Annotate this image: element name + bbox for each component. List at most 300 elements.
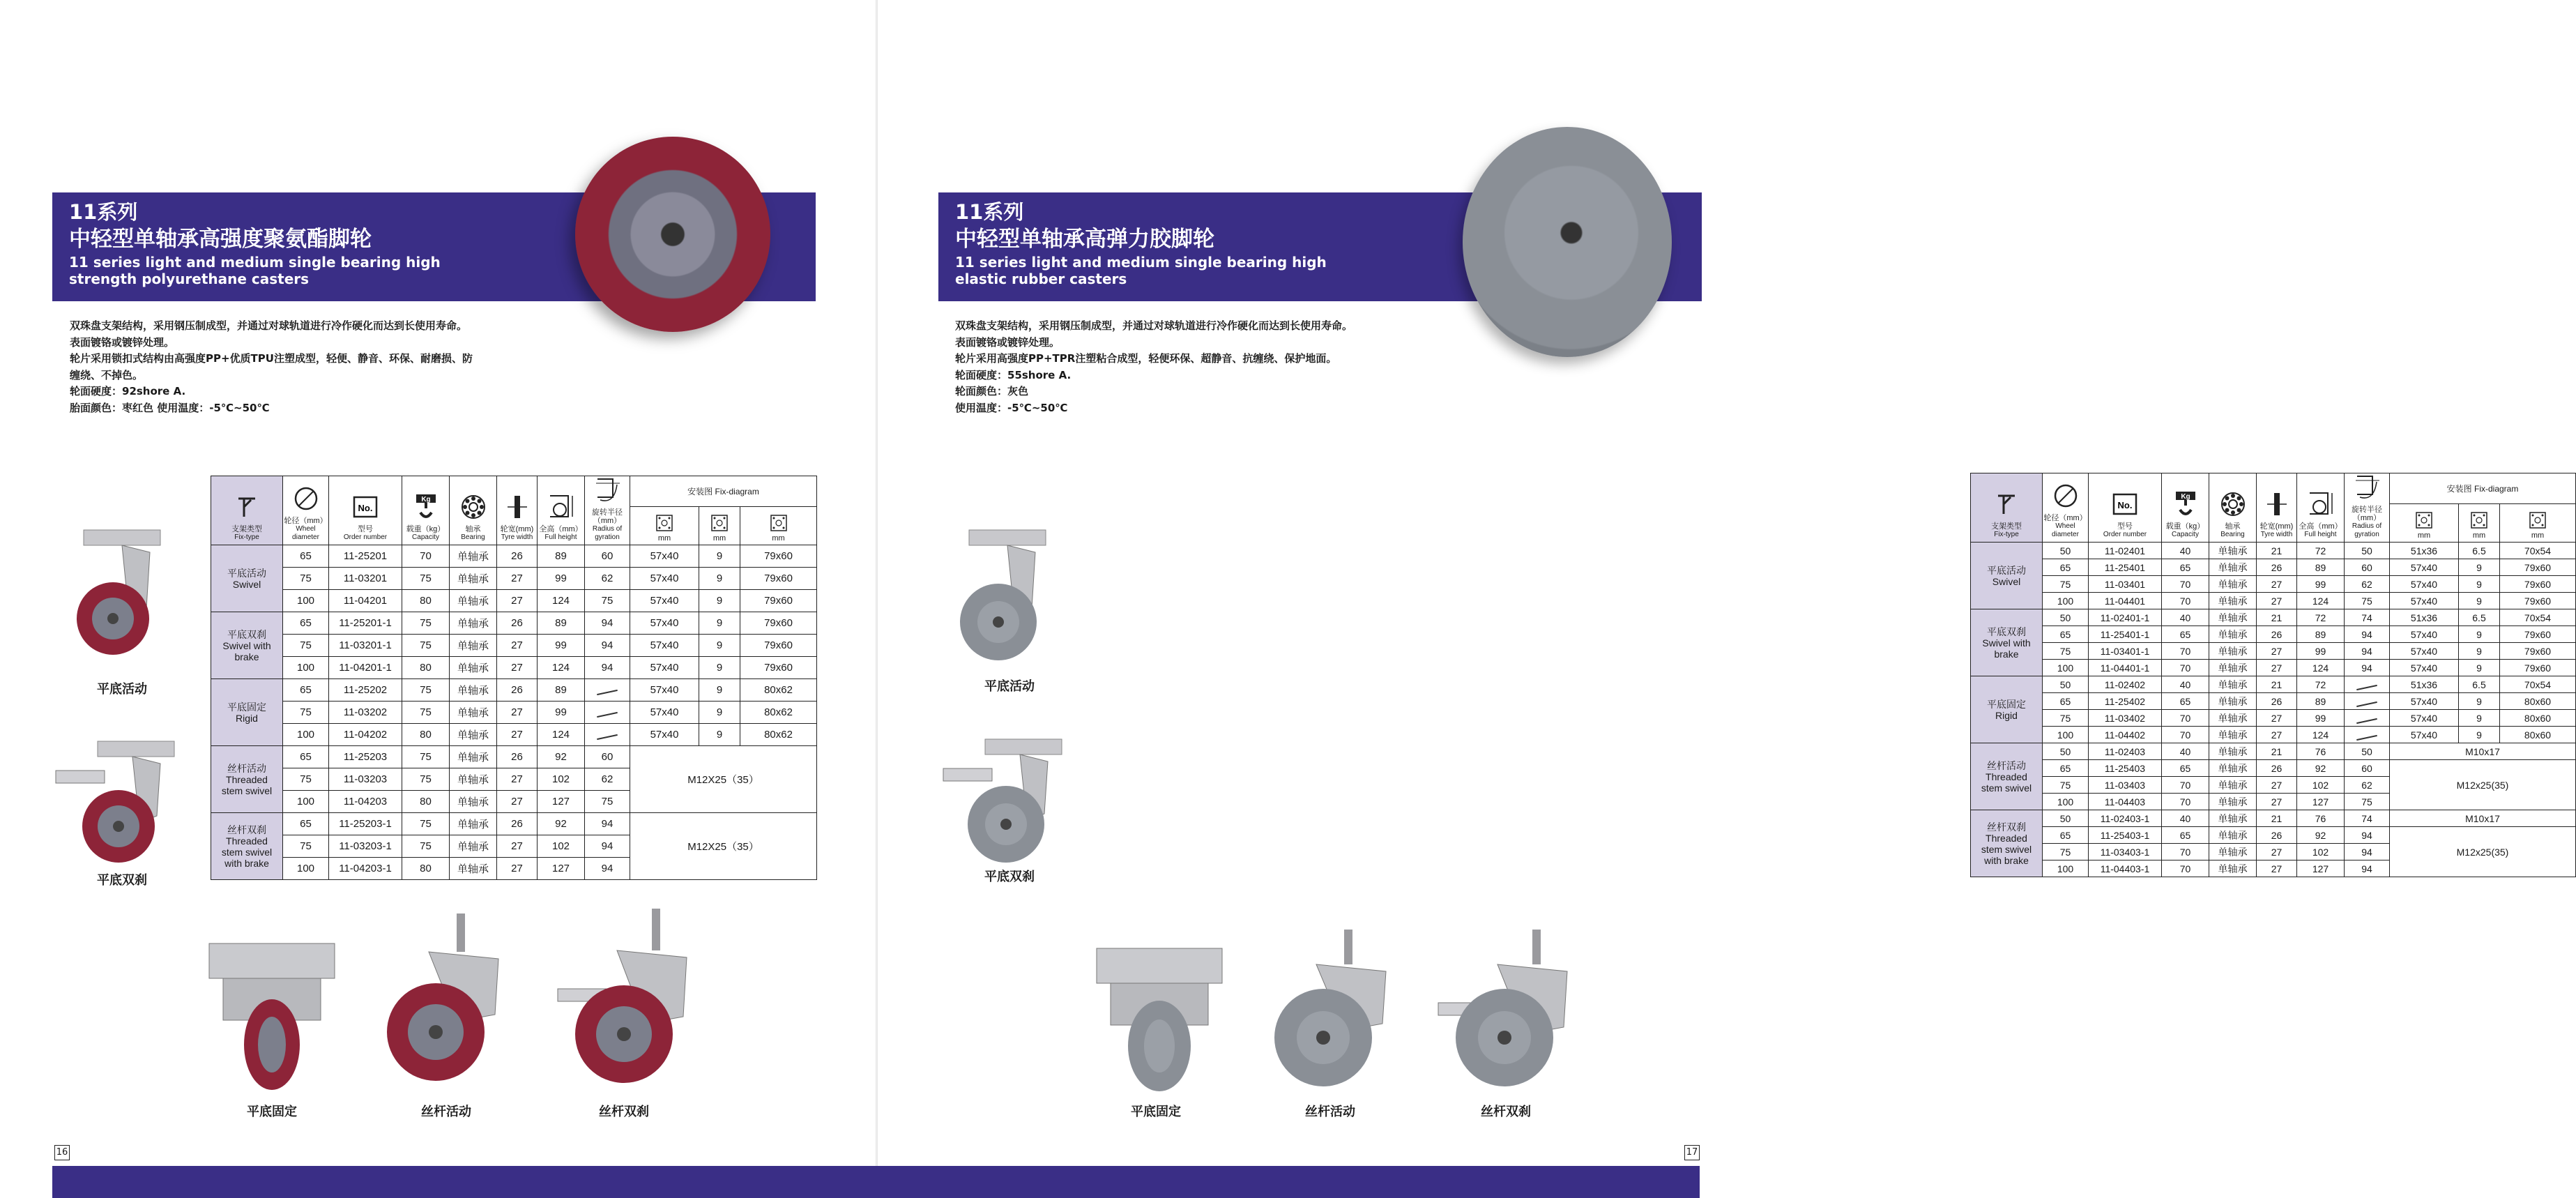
cell-c0: 100 bbox=[283, 590, 329, 612]
title-chinese: 中轻型单轴承高弹力胶脚轮 bbox=[955, 227, 1214, 252]
cell-c4: 26 bbox=[497, 813, 538, 835]
threaded-brake-caster-photo bbox=[1435, 926, 1574, 1093]
cell-c6: 94 bbox=[585, 612, 630, 635]
cell-c1: 11-04202 bbox=[329, 724, 402, 746]
header-label-en: Bearing bbox=[461, 533, 485, 541]
cell-c2: 75 bbox=[402, 813, 450, 835]
cell-c6 bbox=[585, 724, 630, 746]
cell-c7: 57x40 bbox=[2390, 559, 2459, 576]
table-row bbox=[211, 813, 817, 835]
rigid-caster-photo bbox=[1093, 945, 1226, 1095]
title-english-line2: strength polyurethane casters bbox=[69, 271, 310, 287]
group-label-swivel_brake: 平底双刹 Swivel with brake bbox=[211, 612, 283, 679]
caption-threaded: 丝杆活动 bbox=[421, 1105, 471, 1119]
cell-c4: 26 bbox=[2257, 626, 2297, 643]
cell-c4: 21 bbox=[2257, 543, 2297, 559]
cell-c1: 11-02402 bbox=[2089, 676, 2162, 693]
cell-c9: 80x62 bbox=[740, 702, 817, 724]
mounting-spec: M12X25（35） bbox=[630, 813, 817, 880]
cell-c1: 11-02401 bbox=[2089, 543, 2162, 559]
series-label: 11系列 bbox=[955, 200, 1024, 224]
cell-c8: 9 bbox=[699, 568, 740, 590]
cell-c0: 50 bbox=[2043, 810, 2089, 827]
cell-c1: 11-25403-1 bbox=[2089, 827, 2162, 844]
tyre-width-icon bbox=[497, 493, 537, 521]
header-label-cn: 轮宽(mm) bbox=[500, 525, 534, 533]
cell-c6: 60 bbox=[2345, 559, 2390, 576]
cell-c2: 70 bbox=[2162, 777, 2209, 794]
cell-c4: 27 bbox=[2257, 777, 2297, 794]
cell-c6: 60 bbox=[2345, 760, 2390, 777]
header-mm-label: mm bbox=[657, 534, 671, 543]
cell-c2: 75 bbox=[402, 768, 450, 791]
cell-c0: 100 bbox=[283, 657, 329, 679]
cell-c0: 100 bbox=[2043, 593, 2089, 609]
cell-c1: 11-25203-1 bbox=[329, 813, 402, 835]
cell-c8: 9 bbox=[2459, 593, 2500, 609]
cell-c0: 50 bbox=[2043, 543, 2089, 559]
group-label-threaded_brake: 丝杆双刹 Threaded stem swivel with brake bbox=[1971, 810, 2043, 877]
cell-c1: 11-25203 bbox=[329, 746, 402, 768]
cell-c3: 单轴承 bbox=[2209, 543, 2257, 559]
header-full-height bbox=[538, 476, 585, 545]
cell-c6: 50 bbox=[2345, 743, 2390, 760]
header-mm-label: mm bbox=[772, 534, 785, 543]
table-row bbox=[211, 679, 817, 702]
cell-c7: 57x40 bbox=[2390, 710, 2459, 727]
threaded-brake-caster-photo bbox=[554, 905, 694, 1093]
cell-c8: 9 bbox=[2459, 576, 2500, 593]
cell-c9: 70x54 bbox=[2500, 676, 2576, 693]
cell-c1: 11-03403-1 bbox=[2089, 844, 2162, 860]
cell-c5: 124 bbox=[538, 657, 585, 679]
cell-c7: 57x40 bbox=[2390, 727, 2459, 743]
header-label-cn: 全高（mm） bbox=[2299, 522, 2342, 531]
header-label-en: Wheel diameter bbox=[292, 525, 319, 541]
cell-c7: 57x40 bbox=[2390, 643, 2459, 660]
cell-c7: 57x40 bbox=[630, 679, 699, 702]
cell-c1: 11-04403 bbox=[2089, 794, 2162, 810]
cell-c3: 单轴承 bbox=[2209, 693, 2257, 710]
cell-c9: 80x62 bbox=[740, 724, 817, 746]
cell-c3: 单轴承 bbox=[450, 702, 497, 724]
cell-c3: 单轴承 bbox=[450, 835, 497, 858]
caption-rigid: 平底固定 bbox=[1131, 1105, 1181, 1119]
cell-c7: 57x40 bbox=[630, 568, 699, 590]
cell-c4: 27 bbox=[497, 568, 538, 590]
cell-c1: 11-03202 bbox=[329, 702, 402, 724]
cell-c5: 99 bbox=[2297, 643, 2345, 660]
cell-c6: 62 bbox=[585, 768, 630, 791]
header-label-cn: 旋转半径（mm） bbox=[2352, 506, 2382, 522]
table-row bbox=[1971, 727, 2576, 743]
cell-c4: 27 bbox=[497, 590, 538, 612]
group-label-swivel: 平底活动 Swivel bbox=[211, 545, 283, 612]
cell-c8: 9 bbox=[699, 679, 740, 702]
spec-table-left bbox=[211, 476, 817, 880]
cell-c4: 26 bbox=[2257, 827, 2297, 844]
table-row bbox=[211, 612, 817, 635]
cell-c5: 72 bbox=[2297, 609, 2345, 626]
header-label-en: Radius of gyration bbox=[592, 525, 623, 541]
cell-c0: 100 bbox=[283, 858, 329, 880]
cell-c2: 70 bbox=[2162, 844, 2209, 860]
cell-c8: 9 bbox=[699, 724, 740, 746]
cell-c2: 70 bbox=[2162, 860, 2209, 877]
mounting-plate-icon bbox=[740, 513, 816, 533]
full-height-icon bbox=[538, 493, 584, 521]
cell-c9: 79x60 bbox=[740, 612, 817, 635]
product-description: 双珠盘支架结构，采用钢压制成型，并通过对球轨道进行冷作硬化而达到长使用寿命。 表面镀铬或镀锌处理。 轮片采用高强度PP+TPR注塑粘合成型，轻便环保、超静音、抗缠绕、保护地面。 轮面硬度：55shore A. 轮面颜色：灰色 使用温度：-5℃~50℃ bbox=[955, 319, 1353, 414]
cell-c5: 89 bbox=[2297, 693, 2345, 710]
header-label-cn: 载重（kg） bbox=[406, 525, 445, 533]
cell-c5: 99 bbox=[538, 568, 585, 590]
cell-c6 bbox=[2345, 693, 2390, 710]
caption-threaded-brake: 丝杆双刹 bbox=[599, 1105, 649, 1119]
cell-c5: 76 bbox=[2297, 743, 2345, 760]
tyre-width-icon bbox=[2257, 490, 2296, 518]
gyration-radius-icon bbox=[2345, 473, 2389, 501]
full-height-icon bbox=[2297, 490, 2344, 518]
cell-c6: 50 bbox=[2345, 543, 2390, 559]
cell-c1: 11-03403 bbox=[2089, 777, 2162, 794]
cell-c8: 9 bbox=[699, 702, 740, 724]
cell-c0: 100 bbox=[2043, 860, 2089, 877]
cell-c6 bbox=[585, 679, 630, 702]
cell-c4: 21 bbox=[2257, 676, 2297, 693]
table-row bbox=[211, 746, 817, 768]
cell-c6: 94 bbox=[585, 813, 630, 835]
cell-c5: 124 bbox=[2297, 727, 2345, 743]
cell-c1: 11-25402 bbox=[2089, 693, 2162, 710]
cell-c7: 57x40 bbox=[2390, 693, 2459, 710]
cell-c1: 11-03402 bbox=[2089, 710, 2162, 727]
cell-c0: 65 bbox=[283, 813, 329, 835]
header-fix-mm bbox=[2459, 503, 2500, 542]
cell-c1: 11-02403-1 bbox=[2089, 810, 2162, 827]
cell-c2: 40 bbox=[2162, 810, 2209, 827]
cell-c1: 11-04201 bbox=[329, 590, 402, 612]
capacity-kg-icon bbox=[402, 493, 449, 521]
cell-c3: 单轴承 bbox=[450, 791, 497, 813]
cell-c1: 11-04403-1 bbox=[2089, 860, 2162, 877]
cell-c8: 9 bbox=[699, 545, 740, 568]
gyration-radius-icon bbox=[585, 476, 630, 504]
cell-c0: 75 bbox=[2043, 643, 2089, 660]
header-label-en: Wheel diameter bbox=[2052, 522, 2079, 538]
cell-c6: 94 bbox=[585, 635, 630, 657]
table-row bbox=[211, 568, 817, 590]
cell-c3: 单轴承 bbox=[2209, 827, 2257, 844]
cell-c5: 92 bbox=[2297, 827, 2345, 844]
cell-c0: 75 bbox=[283, 835, 329, 858]
series-label: 11系列 bbox=[69, 200, 138, 224]
cell-c4: 27 bbox=[497, 635, 538, 657]
cell-c6: 62 bbox=[2345, 777, 2390, 794]
cell-c9: 79x60 bbox=[740, 545, 817, 568]
mounting-spec-small: M10x17 bbox=[2390, 743, 2576, 760]
cell-c1: 11-03201-1 bbox=[329, 635, 402, 657]
wheel-diameter-icon bbox=[2043, 482, 2088, 510]
cell-c0: 75 bbox=[283, 635, 329, 657]
fix-type-icon bbox=[211, 493, 282, 521]
cell-c3: 单轴承 bbox=[2209, 576, 2257, 593]
caption-swivel: 平底活动 bbox=[984, 679, 1035, 694]
group-label-rigid: 平底固定 Rigid bbox=[211, 679, 283, 746]
group-label-rigid: 平底固定 Rigid bbox=[1971, 676, 2043, 743]
cell-c3: 单轴承 bbox=[2209, 559, 2257, 576]
header-capacity bbox=[2162, 473, 2209, 543]
header-label-cn: 轮径（mm） bbox=[284, 517, 328, 525]
cell-c3: 单轴承 bbox=[450, 545, 497, 568]
cell-c3: 单轴承 bbox=[2209, 643, 2257, 660]
header-label-cn: 型号 bbox=[2117, 522, 2133, 531]
cell-c4: 27 bbox=[2257, 710, 2297, 727]
cell-c5: 89 bbox=[2297, 559, 2345, 576]
cell-c6: 94 bbox=[585, 858, 630, 880]
svg-text:No.: No. bbox=[358, 503, 373, 513]
svg-text:Kg: Kg bbox=[420, 496, 431, 503]
cell-c2: 65 bbox=[2162, 693, 2209, 710]
cell-c1: 11-04203 bbox=[329, 791, 402, 813]
cell-c6: 60 bbox=[585, 746, 630, 768]
cell-c0: 75 bbox=[2043, 576, 2089, 593]
cell-c6 bbox=[2345, 710, 2390, 727]
cell-c2: 80 bbox=[402, 724, 450, 746]
header-tyre-width bbox=[2257, 473, 2297, 543]
cell-c4: 27 bbox=[497, 768, 538, 791]
cell-c6: 94 bbox=[585, 657, 630, 679]
cell-c5: 102 bbox=[538, 768, 585, 791]
diagonal-mark bbox=[597, 734, 618, 740]
header-label-en: Radius of gyration bbox=[2352, 522, 2382, 538]
header-fix-diagram: 安装图 Fix-diagram bbox=[2390, 473, 2576, 504]
cell-c4: 27 bbox=[2257, 576, 2297, 593]
cell-c5: 102 bbox=[2297, 844, 2345, 860]
diagonal-mark bbox=[2356, 718, 2377, 723]
cell-c2: 75 bbox=[402, 635, 450, 657]
caption-swivel: 平底活动 bbox=[97, 682, 147, 697]
cell-c6 bbox=[2345, 727, 2390, 743]
cell-c0: 65 bbox=[283, 679, 329, 702]
product-description: 双珠盘支架结构，采用钢压制成型，并通过对球轨道进行冷作硬化而达到长使用寿命。 表面镀铬或镀锌处理。 轮片采用锁扣式结构由高强度PP+优质TPU注塑成型，轻便、静音、环保、耐磨损、防 缠绕、不掉色。 轮面硬度：92shore A. 胎面颜色：枣红色 使用温度：-5℃~50℃ bbox=[70, 319, 473, 414]
cell-c2: 75 bbox=[402, 702, 450, 724]
header-label-cn: 载重（kg） bbox=[2165, 522, 2205, 531]
cell-c5: 72 bbox=[2297, 676, 2345, 693]
cell-c9: 80x60 bbox=[2500, 693, 2576, 710]
cell-c7: 57x40 bbox=[630, 612, 699, 635]
diagonal-mark bbox=[2356, 701, 2377, 706]
cell-c9: 80x62 bbox=[740, 679, 817, 702]
cell-c2: 80 bbox=[402, 657, 450, 679]
mounting-plate-icon bbox=[630, 513, 699, 533]
header-label-en: Full height bbox=[544, 533, 577, 541]
cell-c9: 79x60 bbox=[740, 568, 817, 590]
page-number: 17 bbox=[1684, 1145, 1700, 1160]
header-label-cn: 轮宽(mm) bbox=[2259, 522, 2294, 531]
cell-c0: 65 bbox=[2043, 693, 2089, 710]
cell-c6 bbox=[585, 702, 630, 724]
cell-c4: 21 bbox=[2257, 609, 2297, 626]
cell-c3: 单轴承 bbox=[450, 635, 497, 657]
polyurethane-wheel-photo bbox=[575, 137, 770, 332]
header-capacity bbox=[402, 476, 450, 545]
cell-c6: 60 bbox=[585, 545, 630, 568]
order-number-icon bbox=[329, 493, 402, 521]
header-fix-type bbox=[211, 476, 283, 545]
table-row bbox=[1971, 710, 2576, 727]
table-row bbox=[1971, 593, 2576, 609]
cell-c5: 89 bbox=[2297, 626, 2345, 643]
threaded-caster-photo bbox=[1267, 926, 1393, 1093]
table-row bbox=[1971, 810, 2576, 827]
cell-c4: 27 bbox=[2257, 844, 2297, 860]
cell-c2: 75 bbox=[402, 612, 450, 635]
cell-c4: 27 bbox=[2257, 593, 2297, 609]
header-fix-mm bbox=[630, 506, 699, 545]
cell-c3: 单轴承 bbox=[2209, 710, 2257, 727]
cell-c5: 127 bbox=[538, 791, 585, 813]
cell-c3: 单轴承 bbox=[2209, 660, 2257, 676]
cell-c0: 65 bbox=[2043, 760, 2089, 777]
cell-c1: 11-25403 bbox=[2089, 760, 2162, 777]
rubber-wheel-photo bbox=[1463, 127, 1672, 357]
header-order-number bbox=[329, 476, 402, 545]
cell-c9: 79x60 bbox=[740, 635, 817, 657]
cell-c4: 26 bbox=[2257, 693, 2297, 710]
bearing-icon bbox=[2209, 490, 2256, 518]
cell-c7: 51x36 bbox=[2390, 676, 2459, 693]
mounting-spec-small: M10x17 bbox=[2390, 810, 2576, 827]
cell-c9: 79x60 bbox=[2500, 660, 2576, 676]
table-row bbox=[211, 657, 817, 679]
footer-band bbox=[877, 1166, 1700, 1198]
table-row bbox=[1971, 609, 2576, 626]
cell-c6: 74 bbox=[2345, 810, 2390, 827]
cell-c3: 单轴承 bbox=[2209, 593, 2257, 609]
cell-c8: 9 bbox=[2459, 727, 2500, 743]
cell-c0: 75 bbox=[2043, 710, 2089, 727]
caption-rigid: 平底固定 bbox=[247, 1105, 297, 1119]
cell-c7: 51x36 bbox=[2390, 543, 2459, 559]
cell-c0: 50 bbox=[2043, 743, 2089, 760]
cell-c3: 单轴承 bbox=[2209, 743, 2257, 760]
cell-c2: 70 bbox=[2162, 576, 2209, 593]
cell-c3: 单轴承 bbox=[2209, 626, 2257, 643]
cell-c4: 27 bbox=[2257, 643, 2297, 660]
header-label-cn: 支架类型 bbox=[1991, 522, 2022, 531]
cell-c5: 72 bbox=[2297, 543, 2345, 559]
cell-c3: 单轴承 bbox=[2209, 810, 2257, 827]
cell-c9: 80x60 bbox=[2500, 710, 2576, 727]
cell-c9: 79x60 bbox=[2500, 643, 2576, 660]
wheel-diameter-icon bbox=[283, 485, 328, 513]
cell-c2: 70 bbox=[402, 545, 450, 568]
cell-c6: 75 bbox=[2345, 593, 2390, 609]
cell-c3: 单轴承 bbox=[450, 746, 497, 768]
rigid-caster-photo bbox=[206, 940, 338, 1093]
cell-c9: 79x60 bbox=[2500, 626, 2576, 643]
cell-c0: 50 bbox=[2043, 609, 2089, 626]
header-tyre-width bbox=[497, 476, 538, 545]
table-row bbox=[211, 545, 817, 568]
order-number-icon bbox=[2089, 490, 2161, 518]
group-label-swivel: 平底活动 Swivel bbox=[1971, 543, 2043, 609]
group-label-swivel_brake: 平底双刹 Swivel with brake bbox=[1971, 609, 2043, 676]
bearing-icon bbox=[450, 493, 496, 521]
cell-c3: 单轴承 bbox=[450, 568, 497, 590]
header-fix-mm bbox=[740, 506, 817, 545]
cell-c2: 40 bbox=[2162, 609, 2209, 626]
header-wheel-diameter bbox=[2043, 473, 2089, 543]
cell-c5: 127 bbox=[2297, 794, 2345, 810]
header-label-en: Tyre width bbox=[501, 533, 533, 541]
header-label-en: Fix-type bbox=[1994, 531, 2019, 538]
cell-c6: 94 bbox=[2345, 660, 2390, 676]
cell-c4: 26 bbox=[497, 746, 538, 768]
cell-c2: 70 bbox=[2162, 794, 2209, 810]
cell-c7: 57x40 bbox=[630, 657, 699, 679]
cell-c8: 6.5 bbox=[2459, 543, 2500, 559]
header-label-cn: 旋转半径（mm） bbox=[592, 508, 623, 525]
header-bearing bbox=[450, 476, 497, 545]
cell-c0: 100 bbox=[2043, 660, 2089, 676]
cell-c0: 75 bbox=[283, 768, 329, 791]
cell-c7: 57x40 bbox=[630, 590, 699, 612]
cell-c6 bbox=[2345, 676, 2390, 693]
page-number: 16 bbox=[54, 1145, 70, 1160]
cell-c2: 70 bbox=[2162, 710, 2209, 727]
cell-c2: 40 bbox=[2162, 543, 2209, 559]
table-row bbox=[211, 724, 817, 746]
cell-c0: 100 bbox=[283, 791, 329, 813]
header-mm-label: mm bbox=[712, 534, 726, 543]
header-radius-gyration bbox=[2345, 473, 2390, 543]
table-row bbox=[1971, 643, 2576, 660]
cell-c5: 127 bbox=[2297, 860, 2345, 877]
cell-c2: 65 bbox=[2162, 760, 2209, 777]
cell-c6: 94 bbox=[585, 835, 630, 858]
table-row bbox=[1971, 543, 2576, 559]
caption-swivel-brake: 平底双刹 bbox=[984, 870, 1035, 884]
cell-c5: 92 bbox=[2297, 760, 2345, 777]
fix-type-icon bbox=[1971, 490, 2042, 518]
cell-c5: 99 bbox=[2297, 576, 2345, 593]
header-bearing bbox=[2209, 473, 2257, 543]
table-row bbox=[1971, 576, 2576, 593]
cell-c7: 57x40 bbox=[2390, 626, 2459, 643]
cell-c6: 62 bbox=[2345, 576, 2390, 593]
cell-c4: 26 bbox=[497, 612, 538, 635]
header-row bbox=[211, 476, 817, 507]
cell-c5: 127 bbox=[538, 858, 585, 880]
cell-c1: 11-03203 bbox=[329, 768, 402, 791]
cell-c4: 27 bbox=[2257, 794, 2297, 810]
header-label-en: Full height bbox=[2304, 531, 2337, 538]
header-row bbox=[1971, 473, 2576, 504]
group-label-threaded: 丝杆活动 Threaded stem swivel bbox=[1971, 743, 2043, 810]
cell-c0: 75 bbox=[2043, 777, 2089, 794]
spec-table-right bbox=[1970, 473, 2576, 877]
cell-c1: 11-03203-1 bbox=[329, 835, 402, 858]
cell-c3: 单轴承 bbox=[450, 768, 497, 791]
table-row bbox=[1971, 827, 2576, 844]
cell-c8: 6.5 bbox=[2459, 609, 2500, 626]
cell-c2: 80 bbox=[402, 791, 450, 813]
cell-c1: 11-04203-1 bbox=[329, 858, 402, 880]
cell-c2: 65 bbox=[2162, 626, 2209, 643]
cell-c5: 92 bbox=[538, 746, 585, 768]
